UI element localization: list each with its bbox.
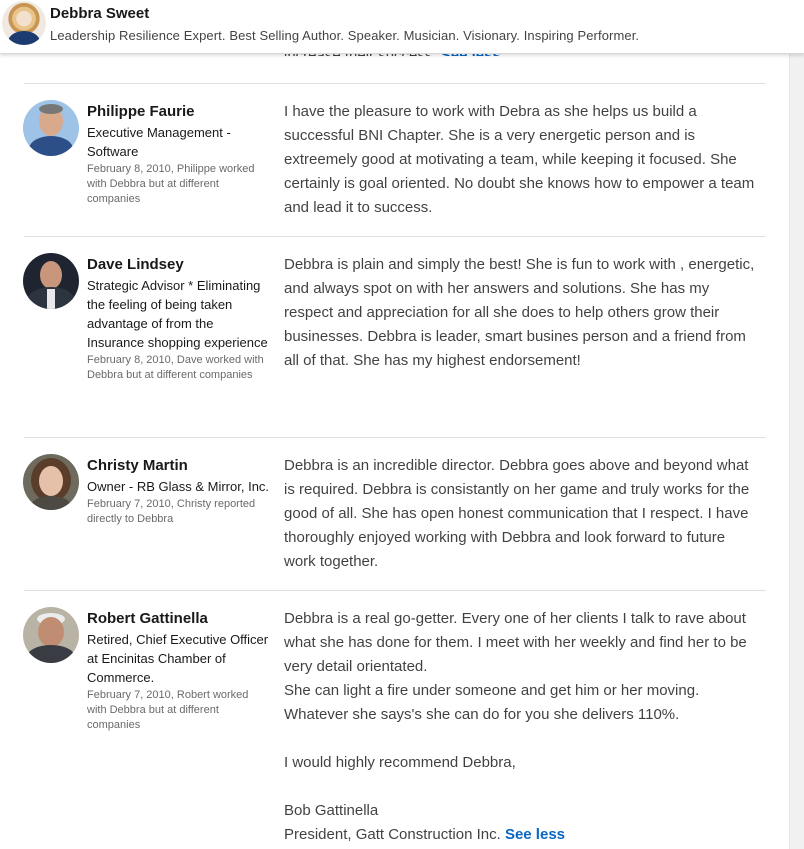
recommendation-text bbox=[284, 454, 760, 574]
recommender-info bbox=[87, 456, 271, 527]
divider bbox=[24, 83, 766, 84]
recommendation-text bbox=[284, 253, 760, 373]
recommendation-text bbox=[284, 607, 760, 847]
see-less-link[interactable]: See less bbox=[504, 826, 566, 843]
recommendation-text bbox=[284, 100, 760, 220]
recommender-title: Strategic Advisor * Eliminating the feeling of being taken advantage of from the Insurance shopping experience bbox=[87, 278, 268, 350]
profile-avatar[interactable] bbox=[2, 1, 46, 45]
recommendation-paragraph: Debbra is an incredible director. Debbra goes above and beyond what is required. Debbra is consistantly on her game and truly works for the good of all. She has open honest communication that I respect. I have thoroughly enjoyed working with Debbra and look forward to future work together. bbox=[284, 457, 750, 570]
recommendation-meta: February 7, 2010, Robert worked with Debbra but at different companies bbox=[87, 689, 249, 731]
avatar[interactable] bbox=[23, 607, 79, 663]
recommender-title: Retired, Chief Executive Officer at Encinitas Chamber of Commerce. bbox=[87, 632, 269, 685]
recommender-name[interactable]: Dave Lindsey bbox=[87, 256, 184, 273]
recommendation-paragraph: I would highly recommend Debbra, bbox=[284, 754, 516, 771]
recommender-info bbox=[87, 609, 271, 733]
recommendation-meta: February 8, 2010, Philippe worked with Debbra but at different companies bbox=[87, 163, 255, 205]
recommendation-paragraph: She can light a fire under someone and get him or her moving. Whatever she says's she can do for you she delivers 110%. bbox=[284, 682, 700, 723]
spacer bbox=[284, 727, 760, 751]
recommendation-meta: February 8, 2010, Dave worked with Debbra but at different companies bbox=[87, 354, 264, 381]
avatar[interactable] bbox=[23, 100, 79, 156]
recommendation-paragraph: I have the pleasure to work with Debra as she helps us build a successful BNI Chapter. She is a very energetic person and is extreemely good at motivating a team, while keeping it focused. She certainly is goal oriented. No doubt she knows how to empower a team and lead it to success. bbox=[284, 103, 755, 216]
recommender-title: Owner - RB Glass & Mirror, Inc. bbox=[87, 479, 270, 494]
scrollbar[interactable] bbox=[789, 54, 804, 849]
recommendation-paragraph: Debbra is a real go-getter. Every one of her clients I talk to rave about what she has done for them. I meet with her weekly and find her to be very detail orientated. bbox=[284, 610, 747, 675]
recommendation-meta: February 7, 2010, Christy reported directly to Debbra bbox=[87, 498, 256, 525]
recommendation-paragraph: Debbra is plain and simply the best! She is fun to work with , energetic, and always spot on with her answers and solutions. She has my respect and appreciation for all she does to help others grow their businesses. Debbra is leader, smart busines person and a friend from all of that. She has my highest endorsement! bbox=[284, 256, 755, 369]
recommender-name[interactable]: Philippe Faurie bbox=[87, 103, 195, 120]
divider bbox=[24, 437, 766, 438]
recommender-title: Executive Management - Software bbox=[87, 125, 231, 159]
recommender-name[interactable]: Robert Gattinella bbox=[87, 610, 208, 627]
avatar[interactable] bbox=[23, 454, 79, 510]
profile-headline: Leadership Resilience Expert. Best Selling Author. Speaker. Musician. Visionary. Inspiring Performer. bbox=[50, 28, 640, 43]
signature-name: Bob Gattinella bbox=[284, 802, 379, 819]
recommender-name[interactable]: Christy Martin bbox=[87, 457, 188, 474]
spacer bbox=[284, 775, 760, 799]
profile-name[interactable]: Debbra Sweet bbox=[50, 5, 150, 22]
signature-line bbox=[284, 823, 760, 847]
sticky-profile-header bbox=[0, 0, 804, 54]
divider bbox=[24, 590, 766, 591]
recommender-info bbox=[87, 102, 271, 207]
divider bbox=[24, 236, 766, 237]
recommender-info bbox=[87, 255, 271, 383]
avatar[interactable] bbox=[23, 253, 79, 309]
avatar-shoulders bbox=[8, 31, 40, 45]
signature-title: President, Gatt Construction Inc. bbox=[284, 826, 501, 843]
